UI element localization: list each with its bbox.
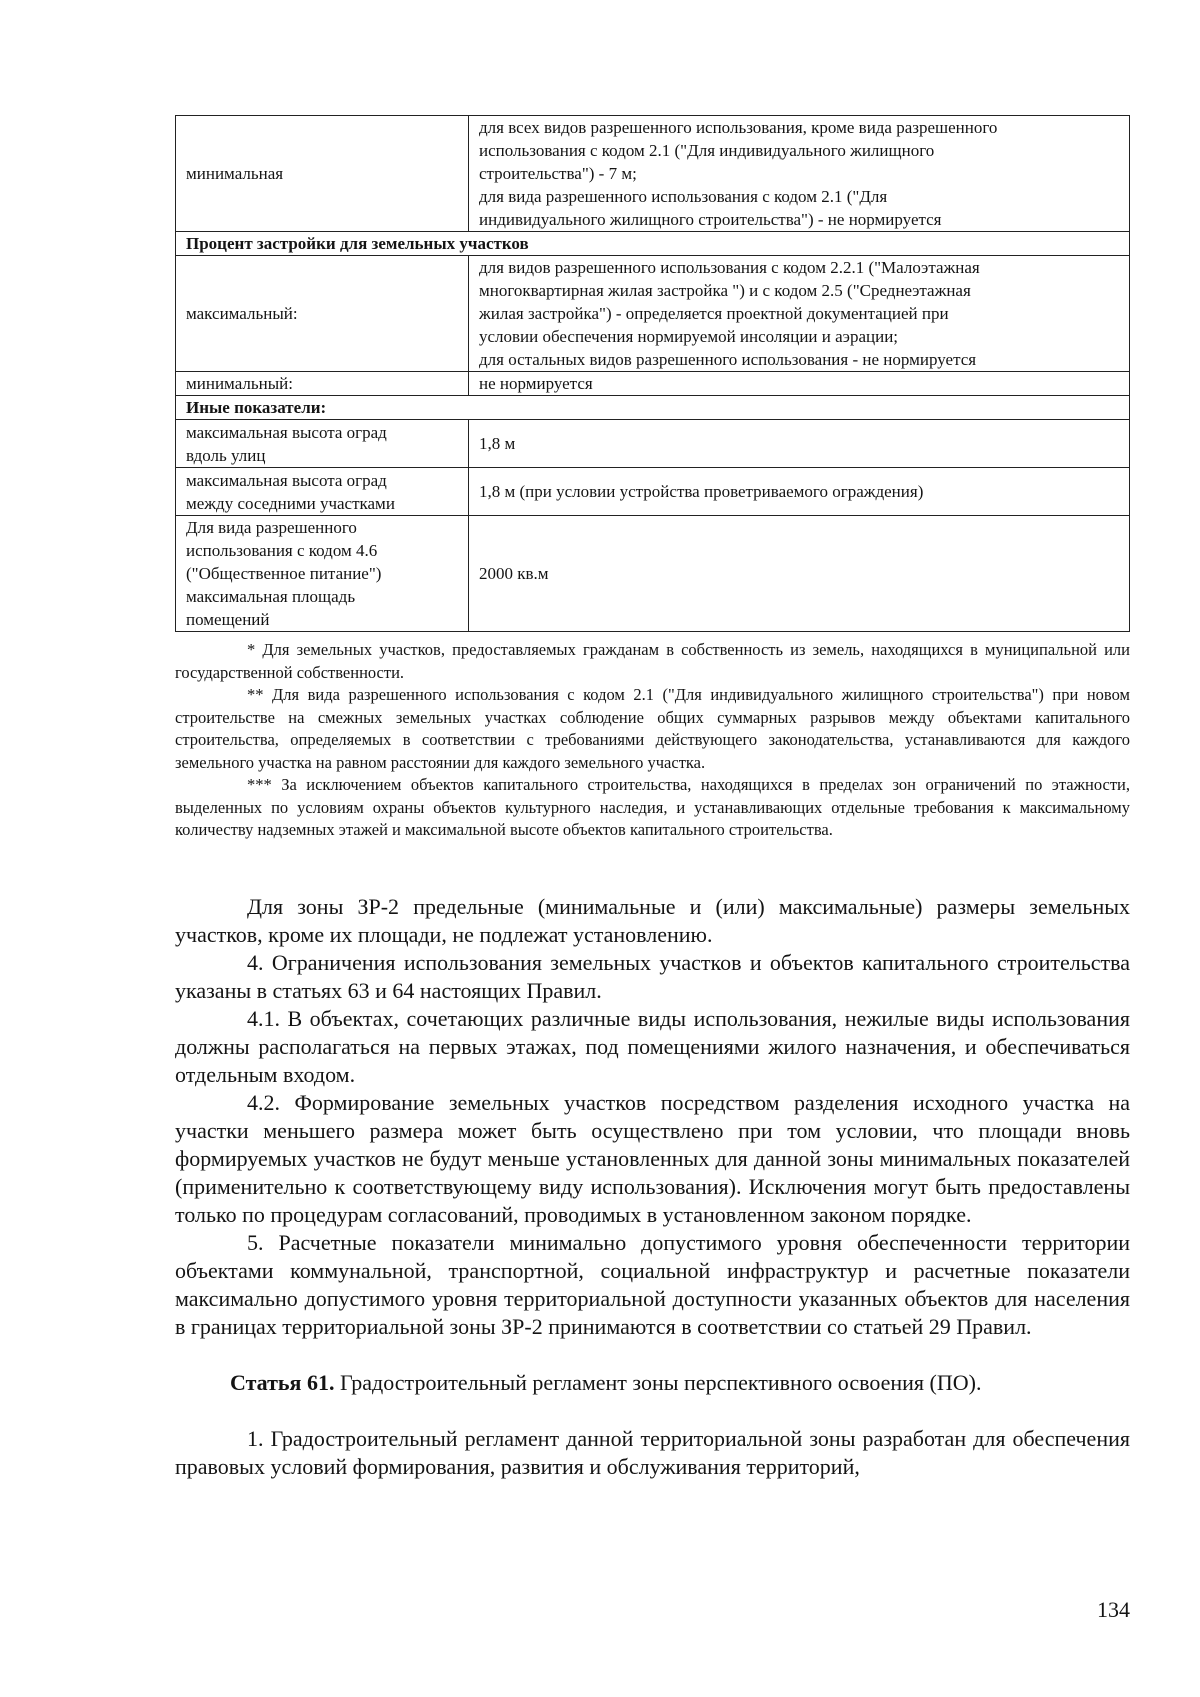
- cell-line: условии обеспечения нормируемой инсоляции и аэрации;: [479, 327, 899, 346]
- cell-line: строительства") - 7 м;: [479, 164, 637, 183]
- table-cell-label: минимальный:: [176, 372, 469, 396]
- cell-line: максимальная высота оград: [186, 422, 387, 442]
- cell-line: многоквартирная жилая застройка ") и с кодом 2.5 ("Среднеэтажная: [479, 281, 971, 300]
- table-cell-value: 1,8 м: [469, 420, 1130, 468]
- cell-line: Для вида разрешенного: [186, 518, 357, 537]
- paragraph: 1. Градостроительный регламент данной территориальной зоны разработан для обеспечения правовых условий формирования, развития и обслуживания территорий,: [175, 1426, 1130, 1479]
- table-cell-value: 1,8 м (при условии устройства проветриваемого ограждения): [469, 468, 1130, 516]
- table-cell-value: не нормируется: [469, 372, 1130, 396]
- table-cell-value: [469, 256, 1130, 372]
- cell-line: использования с кодом 4.6: [186, 541, 378, 560]
- cell-line: помещений: [186, 610, 270, 629]
- cell-line: максимальная высота оград: [186, 470, 387, 490]
- table-row: [176, 372, 1130, 396]
- footnote: * Для земельных участков, предоставляемых гражданам в собственность из земель, находящихся в муниципальной или государственной собственности.: [175, 640, 1130, 682]
- cell-line: для видов разрешенного использования с кодом 2.2.1 ("Малоэтажная: [479, 258, 980, 277]
- section-heading: Иные показатели:: [176, 396, 1130, 420]
- paragraph: 4.1. В объектах, сочетающих различные виды использования, нежилые виды использования должны располагаться на первых этажах, под помещениями жилого назначения, и обеспечиваться отдельным входом.: [175, 1006, 1130, 1087]
- article-number: Статья 61.: [230, 1370, 335, 1395]
- article-heading: [175, 1369, 1130, 1397]
- table-section-row: [176, 232, 1130, 256]
- paragraph: 5. Расчетные показатели минимально допустимого уровня обеспеченности территории объектами коммунальной, транспортной, социальной инфраструктур и расчетные показатели максимально допустимого уровня территориальной доступности указанных объектов для населения в границах территориальной зоны ЗР-2 принимаются в соответствии со статьей 29 Правил.: [175, 1230, 1130, 1339]
- table-cell-value: [469, 116, 1130, 232]
- cell-line: ("Общественное питание"): [186, 564, 382, 583]
- page-number: 134: [1097, 1597, 1130, 1622]
- cell-line: для всех видов разрешенного использования, кроме вида разрешенного: [479, 118, 998, 137]
- cell-line: индивидуального жилищного строительства") - не нормируется: [479, 210, 942, 229]
- paragraph: Для зоны ЗР-2 предельные (минимальные и (или) максимальные) размеры земельных участков, кроме их площади, не подлежат установлению.: [175, 894, 1130, 947]
- cell-line: между соседними участками: [186, 493, 395, 513]
- body-text: [175, 893, 1130, 1481]
- cell-line: максимальная площадь: [186, 587, 356, 606]
- table-row: [176, 516, 1130, 632]
- regulation-table: [175, 115, 1130, 632]
- cell-line: для остальных видов разрешенного использования - не нормируется: [479, 350, 977, 369]
- table-section-row: [176, 396, 1130, 420]
- table-row: [176, 116, 1130, 232]
- table-cell-value: 2000 кв.м: [469, 516, 1130, 632]
- table-cell-label: [176, 420, 469, 468]
- cell-line: для вида разрешенного использования с кодом 2.1 ("Для: [479, 187, 888, 206]
- article-title: Градостроительный регламент зоны перспективного освоения (ПО).: [334, 1370, 982, 1395]
- table-cell-label: [176, 516, 469, 632]
- footnote: *** За исключением объектов капитального строительства, находящихся в пределах зон ограничений по этажности, выделенных по условиям охраны объектов культурного наследия, и устанавливающих отдельные требования к максимальному количеству надземных этажей и максимальной высоте объектов капитального строительства.: [175, 775, 1130, 839]
- cell-line: использования с кодом 2.1 ("Для индивидуального жилищного: [479, 141, 935, 160]
- table-cell-label: максимальный:: [176, 256, 469, 372]
- footnotes: [175, 639, 1130, 842]
- table-row: [176, 468, 1130, 516]
- footnote: ** Для вида разрешенного использования с кодом 2.1 ("Для индивидуального жилищного строительства") при новом строительстве на смежных земельных участках соблюдение общих суммарных разрывов между объектами капитального строительства, определяемых в соответствии с требованиями действующего законодательства, устанавливаются для каждого земельного участка на равном расстоянии для каждого земельного участка.: [175, 685, 1130, 772]
- paragraph: 4. Ограничения использования земельных участков и объектов капитального строительства указаны в статьях 63 и 64 настоящих Правил.: [175, 950, 1130, 1003]
- cell-line: вдоль улиц: [186, 445, 266, 465]
- table-row: [176, 420, 1130, 468]
- table-row: [176, 256, 1130, 372]
- table-cell-label: [176, 468, 469, 516]
- cell-line: жилая застройка") - определяется проектной документацией при: [479, 304, 949, 323]
- section-heading: Процент застройки для земельных участков: [176, 232, 1130, 256]
- paragraph: 4.2. Формирование земельных участков посредством разделения исходного участка на участки меньшего размера может быть осуществлено при том условии, что площади вновь формируемых участков не будут меньше установленных для данной зоны минимальных показателей (применительно к соответствующему виду использования). Исключения могут быть предоставлены только по процедурам согласований, проводимых в установленном законом порядке.: [175, 1090, 1130, 1227]
- table-cell-label: минимальная: [176, 116, 469, 232]
